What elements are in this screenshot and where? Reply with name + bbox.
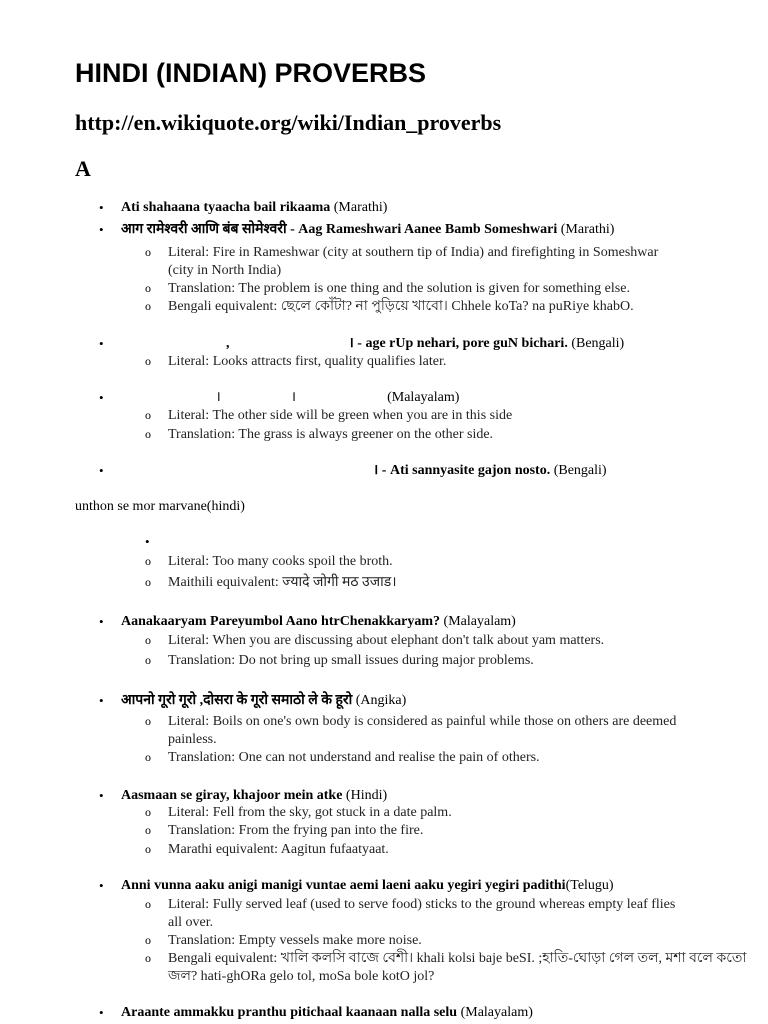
sub-list-item <box>168 968 434 986</box>
list-item <box>99 389 459 407</box>
bullet-icon: • <box>99 222 104 237</box>
sub-list-item <box>145 353 446 371</box>
list-item <box>99 335 624 353</box>
line-text <box>121 1005 533 1020</box>
line-text <box>168 653 534 668</box>
line-text <box>168 714 676 729</box>
line-text <box>168 281 630 296</box>
proverb-text: Ati shahaana tyaacha bail rikaama <box>121 200 331 215</box>
annotation-text: Literal: Boils on one's own body is considered as painful while those on others are deemed <box>168 714 677 729</box>
bullet-icon: • <box>99 463 104 478</box>
bullet-icon: • <box>99 336 104 351</box>
line-text <box>168 897 675 912</box>
bullet-icon: • <box>99 788 104 803</box>
annotation-text: Literal: Fire in Rameshwar (city at southern tip of India) and firefighting in Someshwar <box>168 245 659 260</box>
list-item <box>99 462 607 480</box>
sub-list-item <box>145 841 389 859</box>
page-title: HINDI (INDIAN) PROVERBS <box>75 58 427 88</box>
sub-list-item <box>168 262 281 280</box>
line-text <box>168 633 604 648</box>
sub-list-item <box>168 914 213 932</box>
line-text <box>168 823 423 838</box>
sub-list-item <box>145 950 746 968</box>
circle-bullet-icon: o <box>145 897 151 911</box>
circle-bullet-icon: o <box>145 951 151 965</box>
circle-bullet-icon: o <box>145 823 151 837</box>
annotation-text: Bengali equivalent: খালি কলসি বাজে বেশী। khali kolsi baje beSI. ;হাতি-ঘোড়া গেল তল, মশা বলে কতো <box>168 951 747 966</box>
circle-bullet-icon: o <box>145 933 151 947</box>
annotation-text: painless. <box>168 732 217 747</box>
bullet-icon: • <box>99 614 104 629</box>
circle-bullet-icon: o <box>145 354 151 368</box>
bullet-icon: • <box>99 693 104 708</box>
list-item <box>99 221 614 239</box>
annotation-text: Translation: From the frying pan into the fire. <box>168 823 424 838</box>
annotation-text: Literal: The other side will be green when you are in this side <box>168 408 513 423</box>
bullet-icon: • <box>99 390 104 405</box>
circle-bullet-icon: o <box>145 633 151 647</box>
list-item <box>99 877 614 895</box>
sub-list-item <box>145 426 493 444</box>
annotation-text: Literal: Looks attracts first, quality qualifies later. <box>168 354 447 369</box>
annotation-text: Translation: Do not bring up small issues during major problems. <box>168 653 534 668</box>
annotation-text: (Malayalam) <box>440 614 516 629</box>
line-text <box>168 842 389 857</box>
line-text <box>121 222 614 237</box>
line-text <box>168 805 452 820</box>
annotation-text: জল? hati-ghORa gelo tol, moSa bole kotO jol? <box>168 969 435 984</box>
proverb-text: Anni vunna aaku anigi manigi vuntae aemi laeni aaku yegiri yegiri padithi <box>121 878 566 893</box>
annotation-text: Translation: One can not understand and realise the pain of others. <box>168 750 540 765</box>
sub-list-item <box>145 407 512 425</box>
annotation-text: (city in North India) <box>168 263 282 278</box>
line-text <box>121 200 387 215</box>
line-text <box>75 499 245 514</box>
sub-list-item <box>145 896 675 914</box>
annotation-text: unthon se mor marvane(hindi) <box>75 499 245 514</box>
sub-list-item <box>145 298 634 316</box>
line-text <box>168 915 213 930</box>
circle-bullet-icon: o <box>145 714 151 728</box>
line-text <box>168 263 281 278</box>
list-item <box>99 1004 533 1022</box>
annotation-text: (Marathi) <box>330 200 388 215</box>
sub-list-item <box>145 553 393 571</box>
line-text <box>168 299 634 314</box>
annotation-text: (Hindi) <box>342 788 388 803</box>
sub-list-item <box>145 932 422 950</box>
circle-bullet-icon: o <box>145 408 151 422</box>
circle-bullet-icon: o <box>145 842 151 856</box>
circle-bullet-icon: o <box>145 299 151 313</box>
sub-list-item <box>145 713 676 731</box>
line-text <box>121 390 459 405</box>
annotation-text: । । (Malayalam) <box>121 390 460 405</box>
bullet-icon: • <box>99 878 104 893</box>
list-item <box>99 692 406 710</box>
circle-bullet-icon: o <box>145 653 151 667</box>
list-item <box>99 613 516 631</box>
line-text <box>168 951 746 966</box>
bullet-icon: • <box>99 200 104 215</box>
annotation-text: Literal: Fully served leaf (used to serve food) sticks to the ground whereas empty leaf flies <box>168 897 676 912</box>
paragraph <box>75 498 245 516</box>
source-link[interactable]: http://en.wikiquote.org/wiki/Indian_proverbs <box>75 110 502 135</box>
proverb-text: Aanakaaryam Pareyumbol Aano htrChenakkaryam? <box>121 614 441 629</box>
line-text <box>121 693 406 708</box>
line-text <box>168 427 493 442</box>
line-text <box>168 732 217 747</box>
list-item <box>145 534 168 552</box>
list-item <box>99 199 387 217</box>
bullet-icon: • <box>145 534 150 549</box>
line-text <box>121 614 516 629</box>
line-text <box>121 878 614 893</box>
sub-list-item <box>145 822 423 840</box>
proverb-text: Araante ammakku pranthu pitichaal kaanaan nalla selu <box>121 1005 458 1020</box>
annotation-text: Translation: Empty vessels make more noise. <box>168 933 422 948</box>
sub-list-item <box>145 749 540 767</box>
annotation-text: (Malayalam) <box>457 1005 533 1020</box>
sub-list-item <box>145 280 630 298</box>
annotation-text: Literal: When you are discussing about elephant don't talk about yam matters. <box>168 633 605 648</box>
line-text <box>121 463 607 478</box>
circle-bullet-icon: o <box>145 427 151 441</box>
section-heading: A <box>75 156 91 181</box>
proverb-text: , । - age rUp nehari, pore guN bichari. <box>121 336 568 351</box>
sub-list-item <box>168 731 217 749</box>
line-text <box>168 408 512 423</box>
line-text <box>168 554 393 569</box>
circle-bullet-icon: o <box>145 750 151 764</box>
proverb-text: आपनो गूरो गूरो ,दोसरा के गूरो समाठो ले के हूरो <box>121 693 353 708</box>
line-text <box>168 933 422 948</box>
sub-list-item <box>145 652 534 670</box>
annotation-text: (Bengali) <box>567 336 625 351</box>
annotation-text: Marathi equivalent: Aagitun fufaatyaat. <box>168 842 389 857</box>
annotation-text: Translation: The problem is one thing and the solution is given for something else. <box>168 281 630 296</box>
line-text <box>168 354 446 369</box>
circle-bullet-icon: o <box>145 805 151 819</box>
circle-bullet-icon: o <box>145 554 151 568</box>
bullet-icon: • <box>99 1005 104 1020</box>
annotation-text: Maithili equivalent: ज्यादे जोगी मठ उजाड। <box>168 575 397 590</box>
annotation-text: Literal: Fell from the sky, got stuck in a date palm. <box>168 805 452 820</box>
annotation-text: all over. <box>168 915 214 930</box>
circle-bullet-icon: o <box>145 245 151 259</box>
annotation-text: (Telugu) <box>565 878 614 893</box>
line-text <box>121 788 387 803</box>
circle-bullet-icon: o <box>145 575 151 589</box>
line-text <box>168 575 397 590</box>
proverb-text: । - Ati sannyasite gajon nosto. <box>121 463 551 478</box>
line-text <box>121 336 624 351</box>
annotation-text: (Angika) <box>352 693 407 708</box>
line-text <box>168 969 434 984</box>
annotation-text: Literal: Too many cooks spoil the broth. <box>168 554 393 569</box>
line-text <box>168 750 540 765</box>
list-item <box>99 787 387 805</box>
circle-bullet-icon: o <box>145 281 151 295</box>
proverb-text: Aasmaan se giray, khajoor mein atke <box>121 788 343 803</box>
proverb-text: आग रामेश्वरी आणि बंब सोमेश्वरी - Aag Rameshwari Aanee Bamb Someshwari <box>121 222 558 237</box>
annotation-text: (Marathi) <box>557 222 615 237</box>
sub-list-item <box>145 574 397 592</box>
sub-list-item <box>145 244 658 262</box>
annotation-text: Translation: The grass is always greener on the other side. <box>168 427 494 442</box>
sub-list-item <box>145 632 604 650</box>
sub-list-item <box>145 804 452 822</box>
line-text <box>168 245 658 260</box>
annotation-text: Bengali equivalent: ছেলে কোঁটা? না পুড়িয়ে খাবো। Chhele koTa? na puRiye khabO. <box>168 299 634 314</box>
annotation-text: (Bengali) <box>550 463 607 478</box>
